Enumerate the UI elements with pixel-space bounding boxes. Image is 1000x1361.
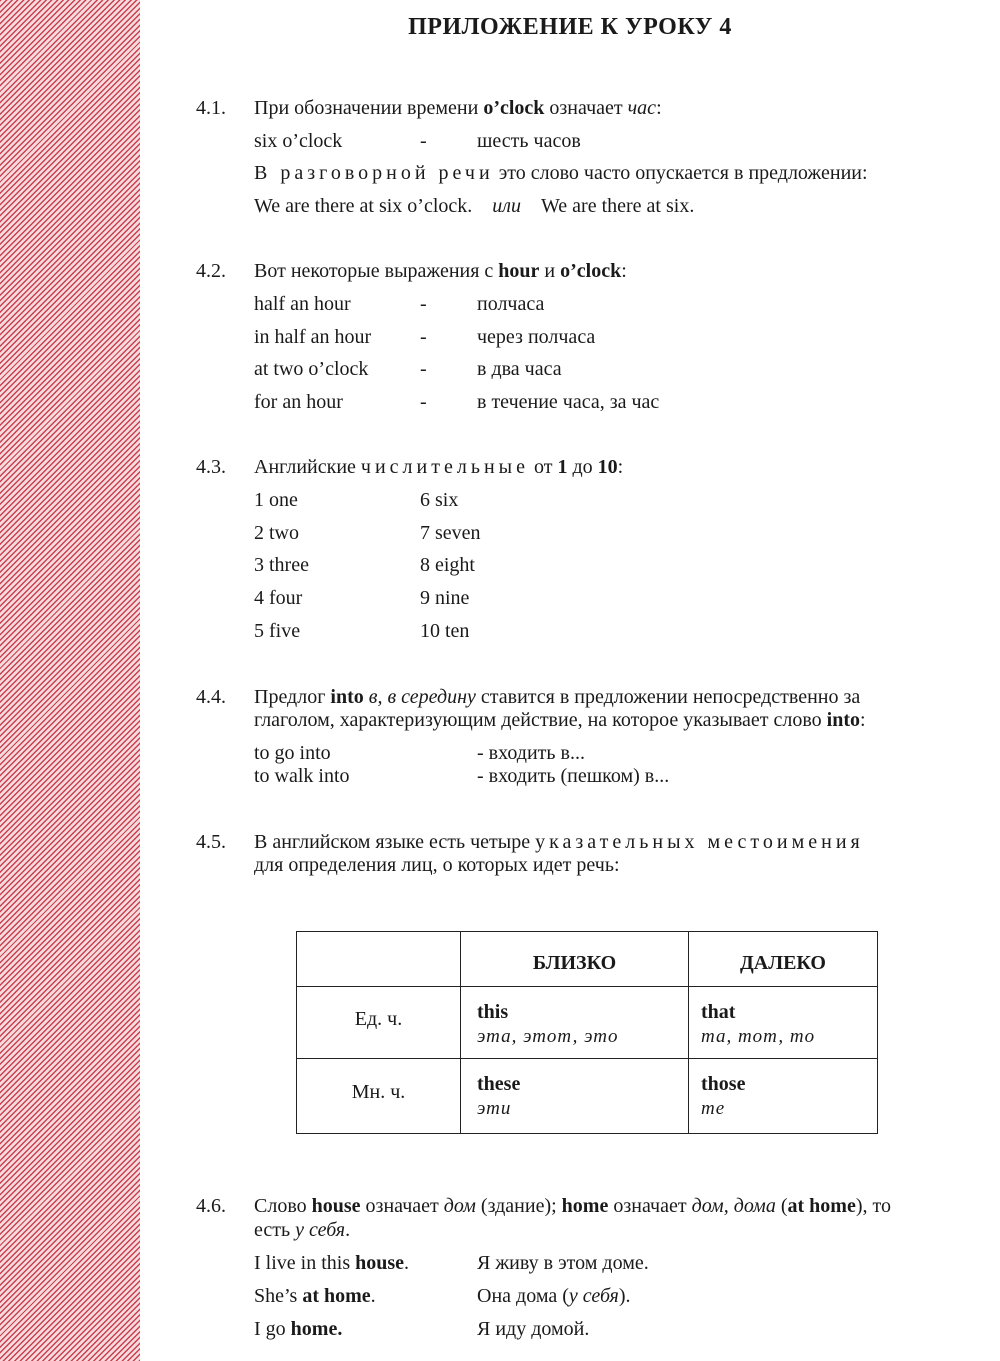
phrase-russian: полчаса: [477, 293, 545, 315]
section-4-4-line-1: Предлог into в, в середину ставится в предложении непосредственно за: [254, 686, 861, 708]
row-label-singular: Ед. ч.: [354, 1008, 403, 1030]
verb-russian: - входить (пешком) в...: [477, 765, 670, 787]
section-4-1-line-1: При обозначении времени o’clock означает час:: [254, 97, 662, 119]
numeral-item: 2 two: [254, 522, 299, 544]
verb-english: to walk into: [254, 765, 350, 787]
phrase-dash: -: [420, 293, 427, 315]
verb-english: to go into: [254, 742, 331, 764]
phrase-dash: -: [420, 391, 427, 413]
phrase-russian: в два часа: [477, 358, 562, 380]
phrase-english: in half an hour: [254, 326, 372, 348]
numeral-item: 7 seven: [420, 522, 481, 544]
phrase-english: at two o’clock: [254, 358, 369, 380]
table-divider: [297, 1058, 877, 1059]
pronoun-this: this: [477, 1001, 509, 1023]
example-dash: -: [420, 130, 427, 152]
phrase-english: for an hour: [254, 391, 343, 413]
go-home-example-russian: Я иду домой.: [477, 1318, 590, 1340]
phrase-russian: в течение часа, за час: [477, 391, 660, 413]
go-home-example-english: I go home.: [254, 1318, 343, 1340]
pronoun-these-translation: эти: [477, 1098, 512, 1119]
section-4-3-intro: Английские числительные от 1 до 10:: [254, 456, 624, 478]
numeral-item: 9 nine: [420, 587, 470, 609]
section-number-4-5: 4.5.: [196, 831, 226, 853]
section-number-4-2: 4.2.: [196, 260, 226, 282]
pronoun-those: those: [701, 1073, 746, 1095]
section-number-4-3: 4.3.: [196, 456, 226, 478]
section-4-6-line-1: Слово house означает дом (здание); home означает дом, дома (at home), то: [254, 1195, 891, 1217]
table-divider: [297, 986, 877, 987]
numeral-item: 6 six: [420, 489, 459, 511]
pronoun-those-translation: те: [701, 1098, 726, 1119]
pronoun-that: that: [701, 1001, 736, 1023]
section-number-4-6: 4.6.: [196, 1195, 226, 1217]
numeral-item: 10 ten: [420, 620, 470, 642]
numeral-item: 5 five: [254, 620, 301, 642]
numeral-item: 4 four: [254, 587, 303, 609]
phrase-russian: через полчаса: [477, 326, 596, 348]
section-4-4-line-2: глаголом, характеризующим действие, на которое указывает слово into:: [254, 709, 866, 731]
section-4-1-line-3: В разговорной речи это слово часто опускается в предложении:: [254, 162, 868, 184]
header-near: БЛИЗКО: [532, 952, 617, 974]
numeral-item: 1 one: [254, 489, 298, 511]
section-4-6-line-2: есть у себя.: [254, 1219, 351, 1241]
section-4-2-intro: Вот некоторые выражения с hour и o’clock:: [254, 260, 627, 282]
page-title: ПРИЛОЖЕНИЕ К УРОКУ 4: [408, 14, 732, 40]
phrase-dash: -: [420, 358, 427, 380]
section-4-5-line-1: В английском языке есть четыре указательных местоимения: [254, 831, 864, 853]
section-4-5-line-2: для определения лиц, о которых идет речь:: [254, 854, 620, 876]
section-4-1-line-4: We are there at six o’clock. или We are there at six.: [254, 195, 695, 217]
home-example-russian: Она дома (у себя).: [477, 1285, 631, 1307]
example-russian: шесть часов: [477, 130, 581, 152]
pronoun-these: these: [477, 1073, 521, 1095]
pronoun-this-translation: эта, этот, это: [477, 1026, 619, 1047]
header-far: ДАЛЕКО: [739, 952, 826, 974]
phrase-english: half an hour: [254, 293, 351, 315]
house-example-english: I live in this house.: [254, 1252, 410, 1274]
example-english: six o’clock: [254, 130, 343, 152]
numeral-item: 8 eight: [420, 554, 475, 576]
home-example-english: She’s at home.: [254, 1285, 376, 1307]
section-number-4-4: 4.4.: [196, 686, 226, 708]
pronoun-that-translation: та, тот, то: [701, 1026, 816, 1047]
demonstratives-table: [296, 931, 878, 1134]
house-example-russian: Я живу в этом доме.: [477, 1252, 649, 1274]
phrase-dash: -: [420, 326, 427, 348]
verb-russian: - входить в...: [477, 742, 585, 764]
section-number-4-1: 4.1.: [196, 97, 226, 119]
row-label-plural: Мн. ч.: [351, 1081, 406, 1103]
numeral-item: 3 three: [254, 554, 309, 576]
